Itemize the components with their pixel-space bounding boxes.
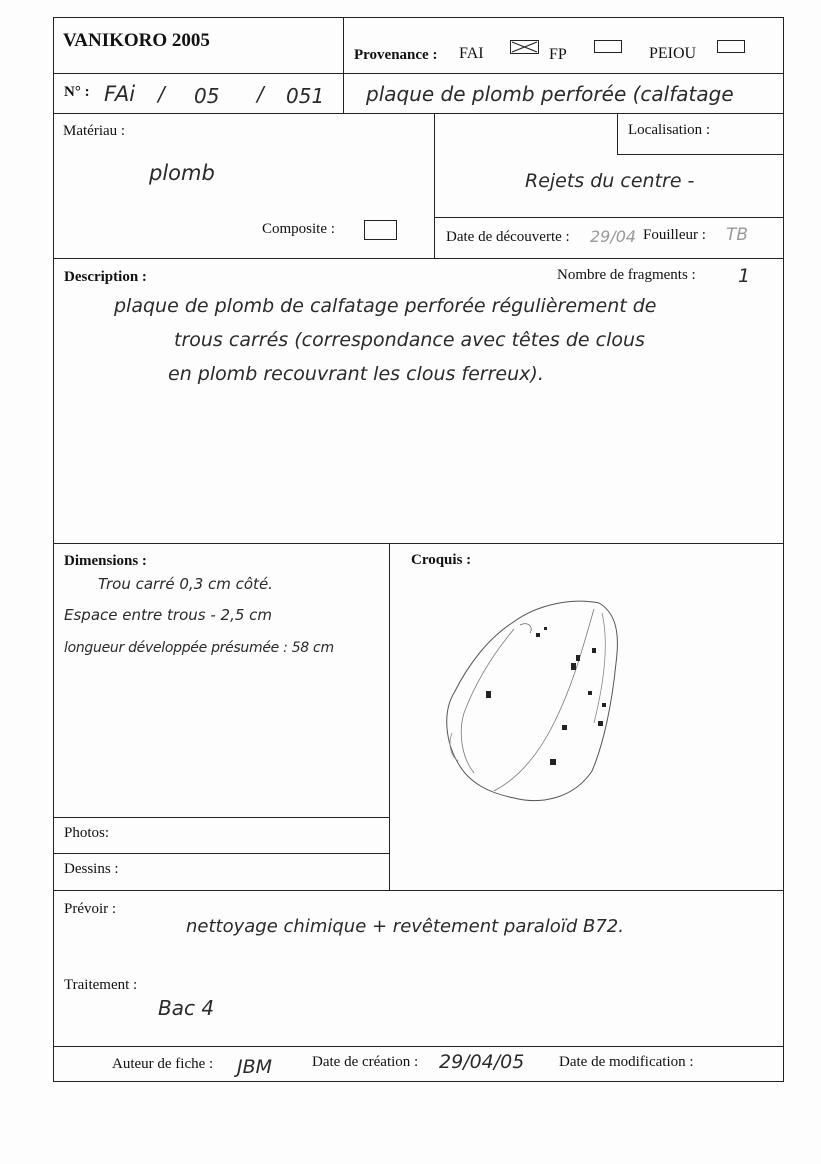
rule-sketch-bottom	[54, 890, 783, 891]
material-label: Matériau :	[63, 123, 126, 139]
dimensions-line-1: Trou carré 0,3 cm côté.	[98, 575, 273, 593]
rule-photos-bottom	[54, 853, 389, 854]
record-sheet	[53, 17, 784, 1082]
number-part-1: FAi	[104, 82, 136, 106]
provenance-fai-label: FAI	[459, 45, 484, 62]
provenance-fp-checkbox[interactable]	[594, 40, 622, 53]
rule-number	[54, 113, 783, 114]
rule-footer-top	[54, 1046, 783, 1047]
lead-plate-sketch	[434, 593, 634, 808]
dimensions-label: Dimensions :	[64, 553, 147, 569]
provenance-peiou-checkbox[interactable]	[717, 40, 745, 53]
description-line-3: en plomb recouvrant les clous ferreux).	[168, 363, 544, 385]
number-label: N° :	[64, 84, 90, 100]
description-line-1: plaque de plomb de calfatage perforée régulièrement de	[114, 295, 657, 317]
modified-label: Date de modification :	[559, 1054, 694, 1070]
dimensions-line-2: Espace entre trous - 2,5 cm	[64, 606, 273, 624]
page-title: VANIKORO 2005	[63, 30, 210, 51]
rule-discovery-top	[434, 217, 783, 218]
rule-material-divider	[434, 113, 435, 258]
number-sep-1: /	[158, 82, 165, 106]
composite-checkbox[interactable]	[364, 220, 397, 240]
planned-value: nettoyage chimique + revêtement paraloïd B72.	[186, 916, 624, 937]
created-value: 29/04/05	[439, 1051, 525, 1073]
object-title: plaque de plomb perforée (calfatage	[366, 82, 734, 106]
provenance-label: Provenance :	[354, 47, 438, 63]
treatment-value: Bac 4	[158, 996, 215, 1020]
description-label: Description :	[64, 269, 147, 285]
sketch-label: Croquis :	[411, 552, 472, 568]
number-part-3: 051	[286, 84, 325, 108]
created-label: Date de création :	[312, 1054, 419, 1070]
provenance-row	[354, 47, 437, 64]
provenance-peiou-label: PEIOU	[649, 45, 697, 62]
fragments-value: 1	[738, 265, 751, 287]
provenance-fp-label: FP	[549, 46, 567, 63]
number-sep-2: /	[257, 82, 264, 106]
excavator-value: TB	[726, 225, 749, 245]
rule-description-bottom	[54, 543, 783, 544]
author-label: Auteur de fiche :	[112, 1056, 214, 1072]
dimensions-line-3: longueur développée présumée : 58 cm	[64, 640, 334, 656]
provenance-fai-checkbox[interactable]	[510, 40, 539, 54]
rule-dimensions-bottom	[54, 817, 389, 818]
rule-material-bottom	[54, 258, 783, 259]
photos-label: Photos:	[64, 825, 110, 841]
material-value: plomb	[149, 161, 215, 185]
rule-title-divider	[343, 18, 344, 113]
number-part-2: 05	[194, 84, 220, 108]
description-line-2: trous carrés (correspondance avec têtes de clous	[174, 329, 645, 351]
drawings-label: Dessins :	[64, 861, 119, 877]
discovery-date-value: 29/04	[590, 227, 637, 246]
composite-label: Composite :	[262, 221, 335, 237]
rule-localisation-label	[617, 154, 783, 155]
rule-localisation-divider	[617, 113, 618, 154]
rule-header	[54, 73, 783, 74]
excavator-label: Fouilleur :	[643, 227, 706, 243]
localisation-value: Rejets du centre -	[525, 170, 695, 192]
fragments-label: Nombre de fragments :	[557, 267, 696, 283]
treatment-label: Traitement :	[64, 977, 138, 993]
localisation-label: Localisation :	[628, 122, 711, 138]
checkmark-x-icon	[511, 41, 538, 53]
planned-label: Prévoir :	[64, 901, 117, 917]
author-value: JBM	[237, 1056, 273, 1078]
discovery-date-label: Date de découverte :	[446, 229, 570, 245]
rule-dimensions-divider	[389, 543, 390, 890]
